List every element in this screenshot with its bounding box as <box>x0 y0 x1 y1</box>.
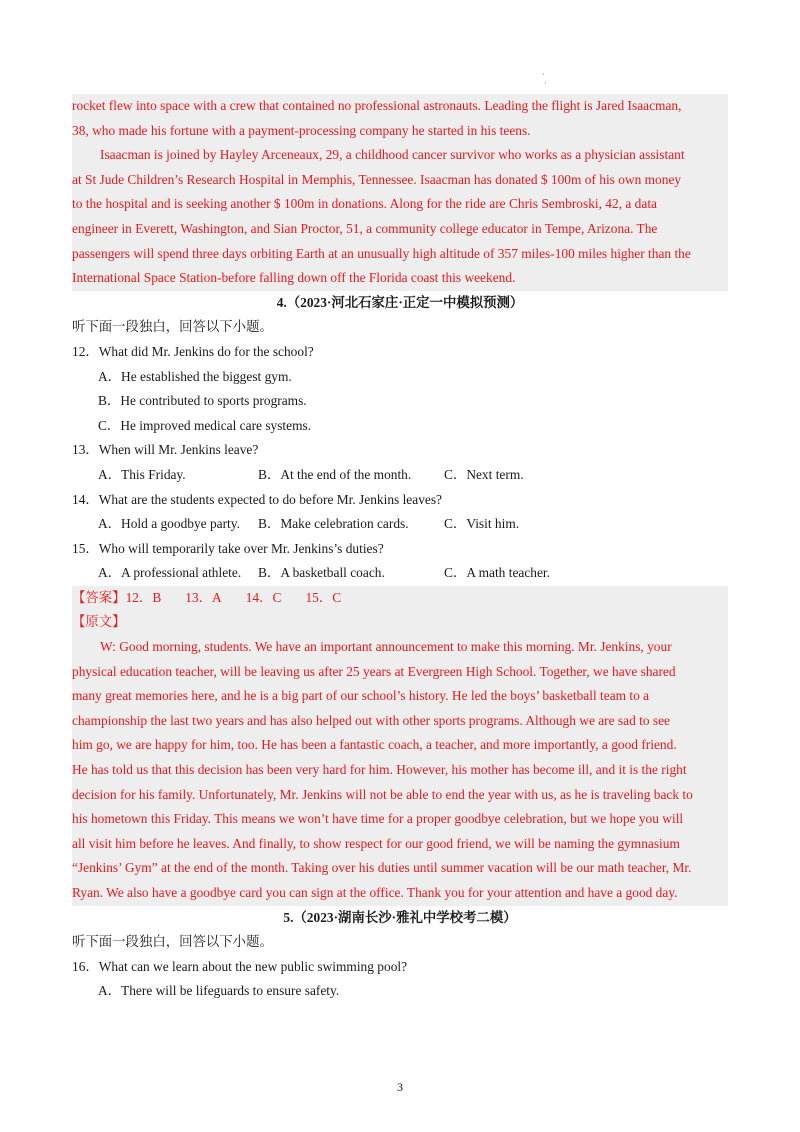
answer-option: A．This Friday. <box>98 466 186 482</box>
transcript-line: decision for his family. Unfortunately, Mr. Jenkins will not be able to end the year with us, as he is traveling back to <box>72 783 728 808</box>
header-marks: · · <box>542 70 547 88</box>
answer-item: 13．A <box>185 589 222 605</box>
question-stem: 13．When will Mr. Jenkins leave? <box>72 442 259 458</box>
answer-option: A．He established the biggest gym. <box>98 368 292 384</box>
question-stem: 12．What did Mr. Jenkins do for the school? <box>72 343 314 359</box>
transcript-line: championship the last two years and has also helped out with other sports programs. Although we are sad to see <box>72 709 728 734</box>
answer-option: A．Hold a goodbye party. <box>98 516 240 532</box>
question-stem: 14．What are the students expected to do before Mr. Jenkins leaves? <box>72 491 442 507</box>
transcript-line: Ryan. We also have a goodbye card you can sign at the office. Thank you for your attention and have a good day. <box>72 881 728 906</box>
section-instruction: 听下面一段独白，回答以下小题。 <box>72 934 273 950</box>
answer-option: A．A professional athlete. <box>98 565 242 581</box>
section-heading: 5.（2023·湖南长沙·雅礼中学校考二模） <box>283 909 517 925</box>
transcript-line: him go, we are happy for him, too. He has been a fantastic coach, a teacher, and more importantly, a good friend. <box>72 733 728 758</box>
answer-option: C．Visit him. <box>444 516 520 532</box>
answer-label: 【答案】 <box>72 589 126 605</box>
transcript-line: many great memories here, and he is a big part of our school’s history. He led the boys’ basketball team to a <box>72 684 728 709</box>
transcript-line: He has told us that this decision has been very hard for him. However, his mother has become ill, and it is the right <box>72 758 728 783</box>
answer-item: 15．C <box>305 589 342 605</box>
transcript-line: W: Good morning, students. We have an important announcement to make this morning. Mr. Jenkins, your <box>72 635 728 660</box>
options-row <box>72 561 728 586</box>
transcript-line: all visit him before he leaves. And finally, to show respect for our good friend, we will be naming the gymnasium <box>72 832 728 857</box>
answer-item: 12．B <box>125 589 162 605</box>
question-stem: 15．Who will temporarily take over Mr. Jenkins’s duties? <box>72 540 384 556</box>
section-instruction: 听下面一段独白，回答以下小题。 <box>72 319 273 335</box>
passage-line: 38, who made his fortune with a payment-processing company he started in his teens. <box>72 119 728 144</box>
answer-option: C．Next term. <box>444 466 524 482</box>
page-number: 3 <box>397 1080 403 1094</box>
question-stem: 16．What can we learn about the new public swimming pool? <box>72 958 408 974</box>
passage-line: engineer in Everett, Washington, and Sian Proctor, 51, a community college educator in Tempe, Arizona. The <box>72 217 728 242</box>
answer-option: B．He contributed to sports programs. <box>98 393 307 409</box>
passage-line: International Space Station-before falling down off the Florida coast this weekend. <box>72 266 728 291</box>
transcript-line: his hometown this Friday. This means we won’t have time for a proper goodbye celebration, but we hope you will <box>72 807 728 832</box>
options-row <box>72 463 728 488</box>
passage-line: Isaacman is joined by Hayley Arceneaux, 29, a childhood cancer survivor who works as a physician assistant <box>72 143 728 168</box>
transcript-line: “Jenkins’ Gym” at the end of the month. Taking over his duties until summer vacation will be our math teacher, Mr. <box>72 856 728 881</box>
answer-option: B．At the end of the month. <box>258 466 412 482</box>
page-content <box>72 94 728 1004</box>
answer-item: 14．C <box>245 589 282 605</box>
options-row <box>72 512 728 537</box>
answer-option: A．There will be lifeguards to ensure safety. <box>98 983 340 999</box>
passage-line: at St Jude Children’s Research Hospital in Memphis, Tennessee. Isaacman has donated $ 100m of his own money <box>72 168 728 193</box>
passage-line: passengers will spend three days orbiting Earth at an unusually high altitude of 357 miles-100 miles higher than the <box>72 242 728 267</box>
answer-option: C．He improved medical care systems. <box>98 417 312 433</box>
answer-option: B．A basketball coach. <box>258 565 385 581</box>
answer-option: C．A math teacher. <box>444 565 550 581</box>
answer-option: B．Make celebration cards. <box>258 516 409 532</box>
passage-line: to the hospital and is seeking another $ 100m in donations. Along for the ride are Chris Sembroski, 42, a data <box>72 192 728 217</box>
passage-line: rocket flew into space with a crew that contained no professional astronauts. Leading the flight is Jared Isaacman, <box>72 94 728 119</box>
answer-key <box>72 586 728 611</box>
section-heading: 4.（2023·河北石家庄·正定一中模拟预测） <box>276 294 524 310</box>
transcript-label: 【原文】 <box>72 610 728 635</box>
transcript-line: physical education teacher, will be leaving us after 25 years at Evergreen High School. Together, we have shared <box>72 660 728 685</box>
